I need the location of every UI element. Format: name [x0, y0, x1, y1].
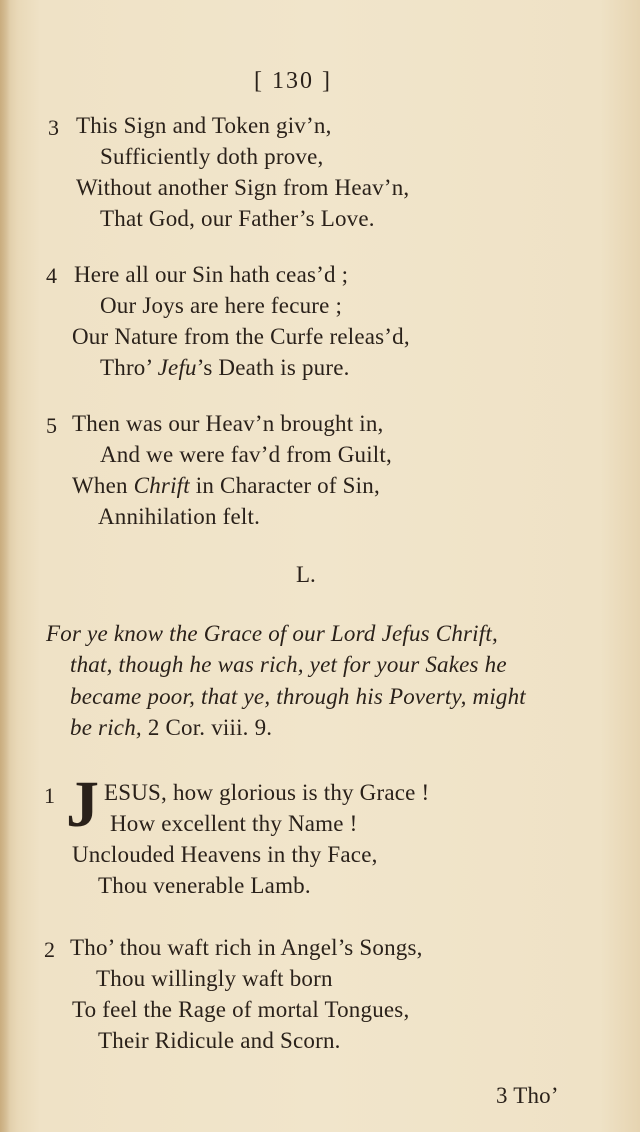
verse-line: Annihilation felt. — [98, 504, 261, 529]
verse-line: ESUS, how glorious is thy Grace ! — [104, 780, 430, 805]
verse-number: 1 — [44, 783, 55, 808]
epigraph-line: became poor, that ye, through his Poverty, might — [70, 684, 526, 709]
verse-line: Tho’ thou waft rich in Angel’s Songs, — [70, 935, 423, 960]
page-number-header: [ 130 ] — [254, 68, 332, 94]
catchword: 3 Tho’ — [496, 1083, 559, 1108]
page-spine-shadow — [0, 0, 10, 1132]
verse-line: Thro’ Jefu’s Death is pure. — [100, 355, 350, 380]
verse-line: To feel the Rage of mortal Tongues, — [72, 997, 410, 1022]
epigraph-line: be rich, 2 Cor. viii. 9. — [70, 715, 273, 740]
verse-line: That God, our Father’s Love. — [100, 206, 375, 231]
epigraph-line: For ye know the Grace of our Lord Jefus Chrift, — [46, 621, 498, 646]
verse-line: And we were fav’d from Guilt, — [100, 442, 392, 467]
verse-line: Thou venerable Lamb. — [98, 873, 311, 898]
verse-line: Our Joys are here fecure ; — [100, 293, 343, 318]
verse-line: Without another Sign from Heav’n, — [76, 175, 410, 200]
verse-line: Here all our Sin hath ceas’d ; — [74, 262, 349, 287]
verse-line: This Sign and Token giv’n, — [76, 113, 332, 138]
verse-line: Sufficiently doth prove, — [100, 144, 324, 169]
hymn-number: L. — [296, 562, 316, 587]
verse-number: 5 — [46, 413, 57, 438]
verse-number: 2 — [44, 937, 55, 962]
verse-line: How excellent thy Name ! — [110, 811, 358, 836]
drop-cap: J — [66, 768, 99, 841]
verse-line: Our Nature from the Curfe releas’d, — [72, 324, 410, 349]
verse-line: When Chrift in Character of Sin, — [72, 473, 380, 498]
epigraph-line: that, though he was rich, yet for your Sakes he — [70, 652, 507, 677]
verse-line: Unclouded Heavens in thy Face, — [72, 842, 378, 867]
verse-line: Thou willingly waft born — [96, 966, 333, 991]
verse-line: Their Ridicule and Scorn. — [98, 1028, 341, 1053]
verse-number: 4 — [46, 263, 57, 288]
verse-number: 3 — [48, 115, 59, 140]
verse-line: Then was our Heav’n brought in, — [72, 411, 384, 436]
